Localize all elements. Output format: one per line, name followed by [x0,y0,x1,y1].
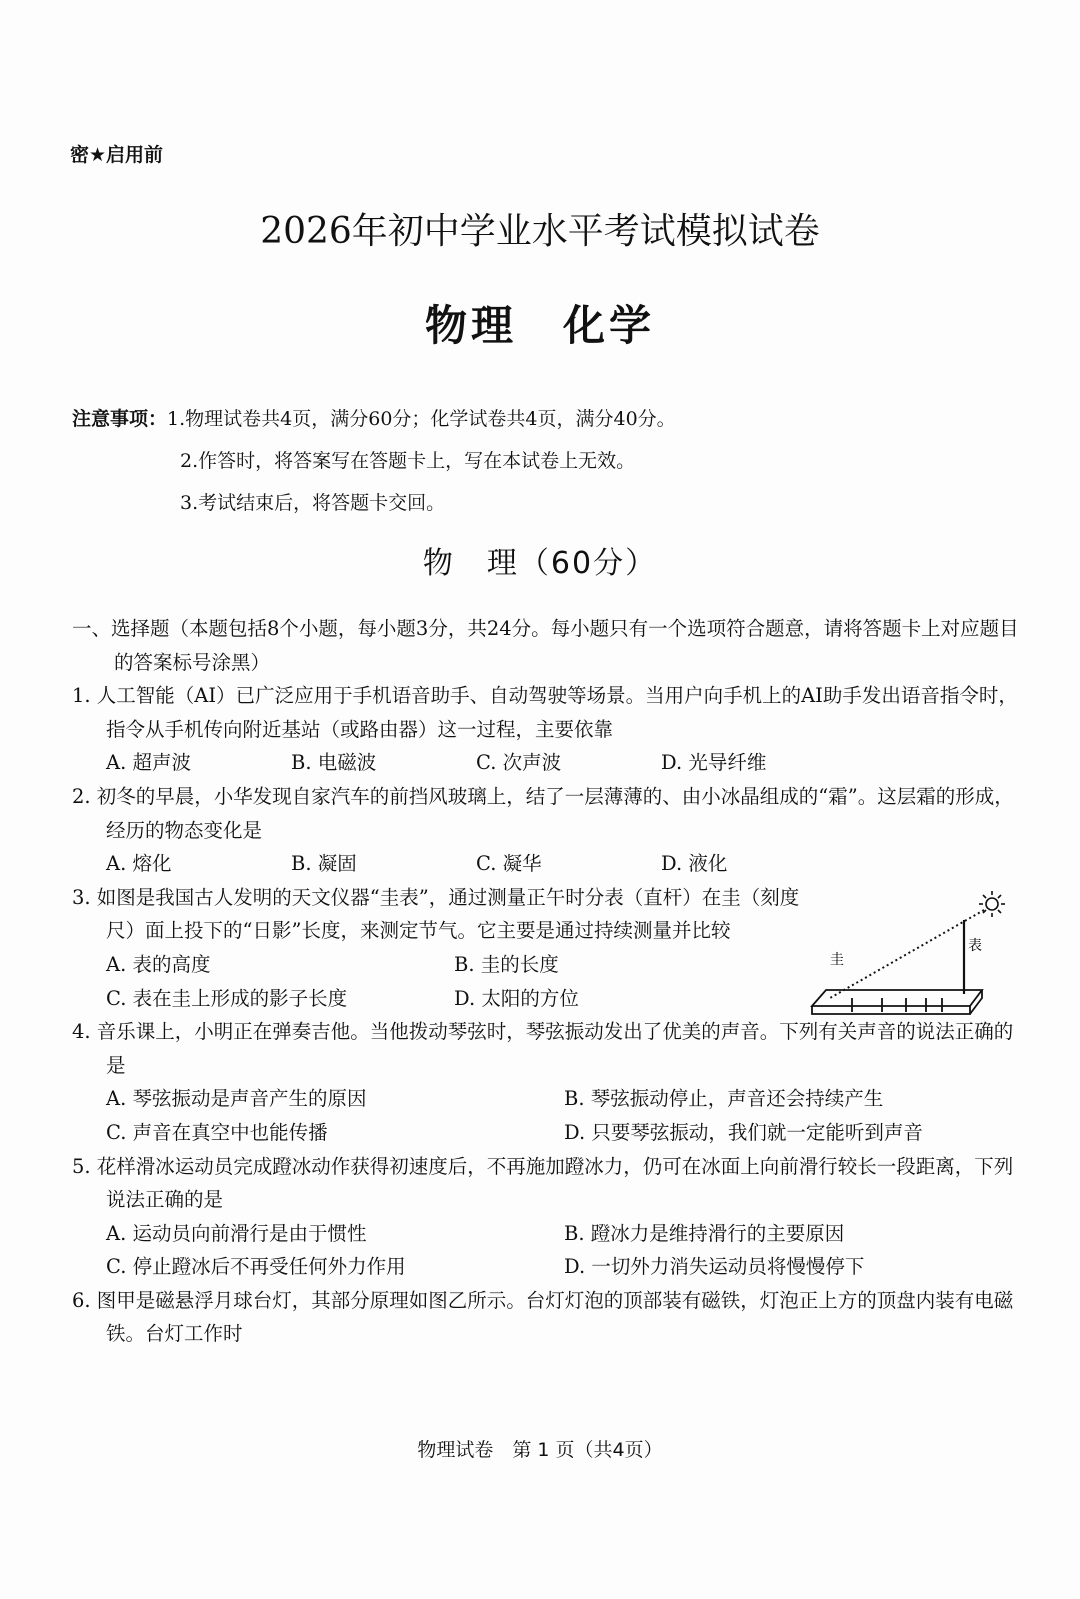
option: D. 太阳的方位 [454,986,579,1010]
option: D. 只要琴弦振动，我们就一定能听到声音 [564,1120,923,1144]
biao-label: 表 [968,938,982,954]
subject-title: 物理 化学 [424,301,655,350]
option: A. 琴弦振动是声音产生的原因 [106,1087,367,1111]
question-4-options-row1 [72,1082,1022,1116]
question-5-options-row2 [72,1250,1022,1284]
guibiao-figure [802,886,1017,1026]
option: D. 液化 [661,852,728,876]
question-3-options-row1 [72,948,802,982]
option: D. 一切外力消失运动员将慢慢停下 [564,1255,865,1279]
option: C. 次声波 [476,751,562,775]
notice-item-2: 2.作答时，将答案写在答题卡上，写在本试卷上无效。 [180,450,636,472]
question-5-options-row1 [72,1217,1022,1251]
option: B. 蹬冰力是维持滑行的主要原因 [564,1221,845,1245]
question-3-block [72,881,802,1015]
option: C. 停止蹬冰后不再受任何外力作用 [106,1255,406,1279]
page-footer: 物理试卷 第 1 页（共4页） [417,1439,663,1461]
option: A. 运动员向前滑行是由于惯性 [106,1221,367,1245]
notice-block [72,398,676,524]
question-6-stem: 6. 图甲是磁悬浮月球台灯，其部分原理如图乙所示。台灯灯泡的顶部装有磁铁，灯泡正上方的顶盘内装有电磁铁。台灯工作时 [72,1288,1014,1346]
option: C. 声音在真空中也能传播 [106,1120,328,1144]
notice-item-1: 注意事项：1.物理试卷共4页，满分60分；化学试卷共4页，满分40分。 [72,408,676,430]
question-4-options-row2 [72,1116,1022,1150]
option: B. 凝固 [291,852,357,876]
option: B. 琴弦振动停止，声音还会持续产生 [564,1087,884,1111]
question-2-options [72,847,1022,881]
question-4-stem: 4. 音乐课上，小明正在弹奏吉他。当他拨动琴弦时，琴弦振动发出了优美的声音。下列有关声音的说法正确的是 [72,1020,1014,1077]
question-3-stem: 3. 如图是我国古人发明的天文仪器“圭表”，通过测量正午时分表（直杆）在圭（刻度尺）面上投下的“日影”长度，来测定节气。它主要是通过持续测量并比较 [72,885,800,943]
gui-label: 圭 [830,952,844,968]
option: A. 熔化 [106,852,172,876]
option: A. 表的高度 [106,952,211,976]
question-3-options-row2 [72,982,802,1016]
question-1-options [72,746,1022,780]
option: D. 光导纤维 [661,751,767,775]
confidential-mark: 密★启用前 [70,144,164,166]
section-heading: 一、选择题（本题包括8个小题，每小题3分，共24分。每小题只有一个选项符合题意，请将答题卡上对应题目的答案标号涂黑） [72,617,1019,674]
option: B. 电磁波 [291,751,377,775]
notice-item-3: 3.考试结束后，将答题卡交回。 [180,492,446,514]
question-5-stem: 5. 花样滑冰运动员完成蹬冰动作获得初速度后，不再施加蹬冰力，仍可在冰面上向前滑行较长一段距离，下列说法正确的是 [72,1154,1014,1212]
sun-icon [979,891,1005,917]
sun-ray [830,910,984,998]
gui-ruler [812,990,982,1014]
option: C. 表在圭上形成的影子长度 [106,986,348,1010]
option: A. 超声波 [106,751,191,775]
option: B. 圭的长度 [454,952,559,976]
notice-label: 注意事项： [72,408,168,430]
option: C. 凝华 [476,852,542,876]
question-1-stem: 1. 人工智能（AI）已广泛应用于手机语音助手、自动驾驶等场景。当用户向手机上的AI助手发出语音指令时，指令从手机传向附近基站（或路由器）这一过程，主要依靠 [72,684,1018,741]
question-2-stem: 2. 初冬的早晨，小华发现自家汽车的前挡风玻璃上，结了一层薄薄的、由小冰晶组成的“霜”。这层霜的形成，经历的物态变化是 [72,784,1014,842]
section-title: 物 理（60分） [422,546,658,581]
exam-title: 2026年初中学业水平考试模拟试卷 [260,211,820,252]
